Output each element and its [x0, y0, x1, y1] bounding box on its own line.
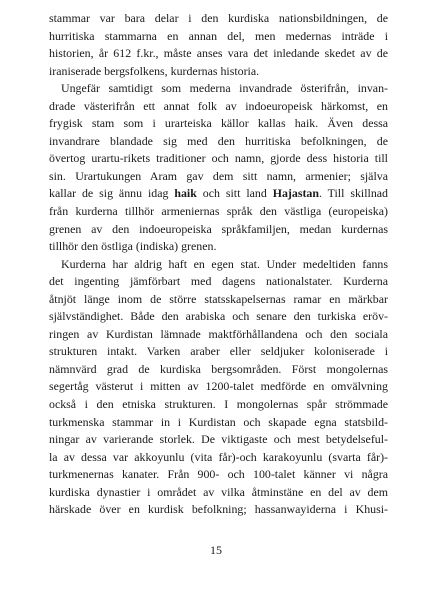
bold-term: Hajastan: [272, 186, 319, 201]
text-line: la av dessa var akkoyunlu (vita får)-och karakoyunlu (svarta får)-: [49, 449, 388, 464]
text-line: sin. Urartukungen Aram gav dem sitt namn, armenier; själva: [49, 168, 388, 183]
text-line: historien, år 612 f.kr., måste anses vara det inledande skedet av de: [49, 46, 388, 61]
body-text: [49, 10, 388, 519]
text-line: självständighet. Både den arabiska och senare den turkiska eröv-: [49, 309, 388, 324]
text-line: härskade över en kurdisk befolkning; hassanwayiderna i Khusi-: [49, 502, 388, 517]
text-line: turkmenernas kanater. Från 900- och 100-talet känner vi några: [49, 467, 388, 482]
text-line: nämnvärd grad de kurdiska bergsområden. Först mongolernas: [49, 361, 388, 376]
text-line: kallar de sig ännu idag haik och sitt land Hajastan. Till skillnad: [49, 186, 388, 201]
text-line: strukturen intakt. Varken araber eller seldjuker koloniserade i: [49, 344, 388, 359]
text-line: drade västerifrån ett annat folk av indoeuropeisk härkomst, en: [49, 98, 388, 113]
text-line: också i den etniska strukturen. I mongolernas spår strömmade: [49, 397, 388, 412]
text-line: invandrare blandade sig med den hurritiska befolkningen, de: [49, 133, 388, 148]
text-line: hurritiska stammarna en annan del, men medernas inträde i: [49, 28, 388, 43]
text-line: stammar var bara delar i den kurdiska nationsbildningen, de: [49, 11, 388, 25]
text-line: kurdiska dynastier i området av vilka åtminstäne en del av dem: [49, 484, 388, 499]
text-line: grenen av den indoeuropeiska språkfamiljen, medan kurdernas: [49, 221, 388, 236]
text-line: Ungefär samtidigt som mederna invandrade österifrån, invan-: [61, 81, 388, 96]
paragraph-3: [49, 256, 388, 519]
text-line: ningar av varierande storlek. De viktigaste och mest betydelseful-: [49, 432, 388, 447]
text-line: turkmenska stammar in i Kurdistan och skapade egna statsbild-: [49, 414, 388, 429]
text-line: från kurderna tillhör armeniernas språk den västliga (europeiska): [49, 204, 388, 219]
text-line: tillhör den östliga (indiska) grenen.: [49, 239, 217, 254]
text-line: det ingenting jämförbart med dagens nationalstater. Kurderna: [49, 274, 388, 289]
text-line: segertåg västerut i mitten av 1200-talet medförde en omvälvning: [49, 379, 388, 394]
text-line: Kurderna har aldrig haft en egen stat. Under medeltiden fanns: [61, 256, 388, 271]
page-number: 15: [210, 543, 222, 557]
text-line: åtnjöt länge inom de större statsskapelsernas ramar en märkbar: [49, 291, 388, 306]
text-line: övertog urartu-rikets traditioner och namn, gjorde dess historia till: [49, 151, 388, 166]
text-line: iraniserade bergsfolkens, kurdernas historia.: [49, 63, 260, 78]
text-line: frygisk stam som i urarteiska källor kallas haik. Även dessa: [49, 116, 388, 131]
paragraph-1: [49, 10, 388, 80]
text-line: ringen av Kurdistan lämnade maktförhållandena och den sociala: [49, 326, 388, 341]
paragraph-2: [49, 80, 388, 255]
bold-term: haik: [174, 186, 197, 201]
